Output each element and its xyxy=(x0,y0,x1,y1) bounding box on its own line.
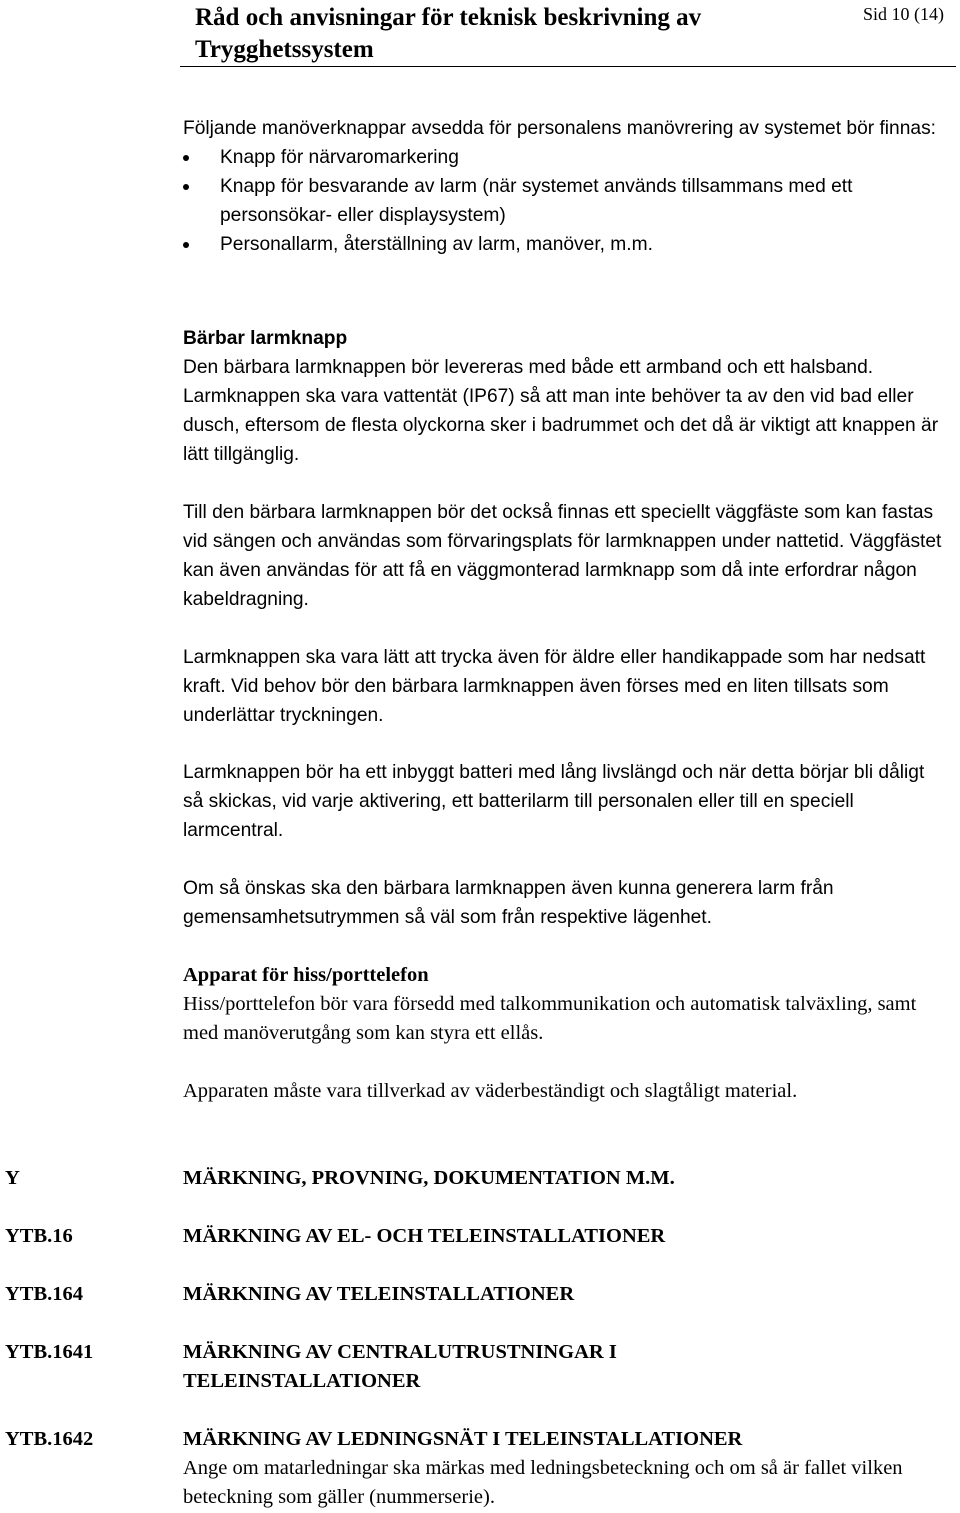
portable-button-paragraph-1: Den bärbara larmknappen bör levereras med både ett armband och ett halsband. Larmknappen ska vara vattentät (IP67) så att man inte behöver ta av den vid bad eller dusch, eftersom de flesta olyckorna sker i badrummet och det då är viktigt att knappen är lätt tillgänglig. xyxy=(183,357,939,465)
section-code: YTB.16 xyxy=(5,1225,73,1247)
section-code: YTB.1641 xyxy=(5,1341,94,1363)
intercom-heading: Apparat för hiss/porttelefon xyxy=(183,964,429,986)
section-title: MÄRKNING AV EL- OCH TELEINSTALLATIONER xyxy=(183,1225,666,1247)
section-code: YTB.1642 xyxy=(5,1428,94,1450)
bullet-icon xyxy=(183,155,189,161)
bullet-icon xyxy=(183,242,189,248)
list-item xyxy=(183,143,948,172)
document-title xyxy=(195,2,701,66)
portable-button-section xyxy=(183,324,948,469)
list-item xyxy=(183,172,948,230)
list-item-text: Personallarm, återställning av larm, manöver, m.m. xyxy=(220,234,653,255)
portable-button-paragraph-4: Larmknappen bör ha ett inbyggt batteri med lång livslängd och när detta börjar bli dåligt så skickas, vid varje aktivering, ett batterilarm till personalen eller till en speciell larmcentral. xyxy=(183,762,925,841)
portable-button-heading: Bärbar larmknapp xyxy=(183,328,348,349)
page-number: Sid 10 (14) xyxy=(863,4,944,24)
list-item-text: Knapp för besvarande av larm (när systemet används tillsammans med ett personsökar- eller displaysystem) xyxy=(220,176,853,226)
list-item-text: Knapp för närvaromarkering xyxy=(220,147,459,168)
header-divider xyxy=(180,66,956,67)
document-title-line2: Trygghetssystem xyxy=(195,36,374,63)
intro-section xyxy=(183,114,948,259)
section-title: MÄRKNING, PROVNING, DOKUMENTATION M.M. xyxy=(183,1167,675,1189)
intro-paragraph: Följande manöverknappar avsedda för personalens manövrering av systemet bör finnas: xyxy=(183,118,936,139)
intercom-section xyxy=(183,961,948,1048)
section-code: YTB.164 xyxy=(5,1283,84,1305)
section-title: MÄRKNING AV LEDNINGSNÄT I TELEINSTALLATIONER xyxy=(183,1428,743,1450)
document-title-line1: Råd och anvisningar för teknisk beskrivning av xyxy=(195,4,702,31)
list-item xyxy=(183,230,948,259)
portable-button-paragraph-2: Till den bärbara larmknappen bör det också finnas ett speciellt väggfäste som kan fastas vid sängen och användas som förvaringsplats för larmknappen under nattetid. Väggfästet kan även användas för att få en väggmonterad larmknapp som då inte erfordrar någon kabeldragning. xyxy=(183,502,942,610)
section-title: MÄRKNING AV TELEINSTALLATIONER xyxy=(183,1283,575,1305)
section-description: Ange om matarledningar ska märkas med ledningsbeteckning och om så är fallet vilken beteckning som gäller (nummerserie). xyxy=(183,1457,903,1508)
portable-button-paragraph-5: Om så önskas ska den bärbara larmknappen även kunna generera larm från gemensamhetsutrymmen så väl som från respektive lägenhet. xyxy=(183,878,834,928)
section-code: Y xyxy=(5,1167,20,1189)
portable-button-paragraph-3: Larmknappen ska vara lätt att trycka även för äldre eller handikappade som har nedsatt kraft. Vid behov bör den bärbara larmknappen även förses med en liten tillsats som underlättar tryckningen. xyxy=(183,647,926,726)
intercom-paragraph-2: Apparaten måste vara tillverkad av väderbeständigt och slagtåligt material. xyxy=(183,1080,798,1102)
intercom-paragraph-1: Hiss/porttelefon bör vara försedd med talkommunikation och automatisk talväxling, samt med manöverutgång som kan styra ett ellås. xyxy=(183,993,917,1044)
bullet-icon xyxy=(183,184,189,190)
button-list xyxy=(183,143,948,259)
section-title: MÄRKNING AV CENTRALUTRUSTNINGAR I TELEINSTALLATIONER xyxy=(183,1341,617,1392)
